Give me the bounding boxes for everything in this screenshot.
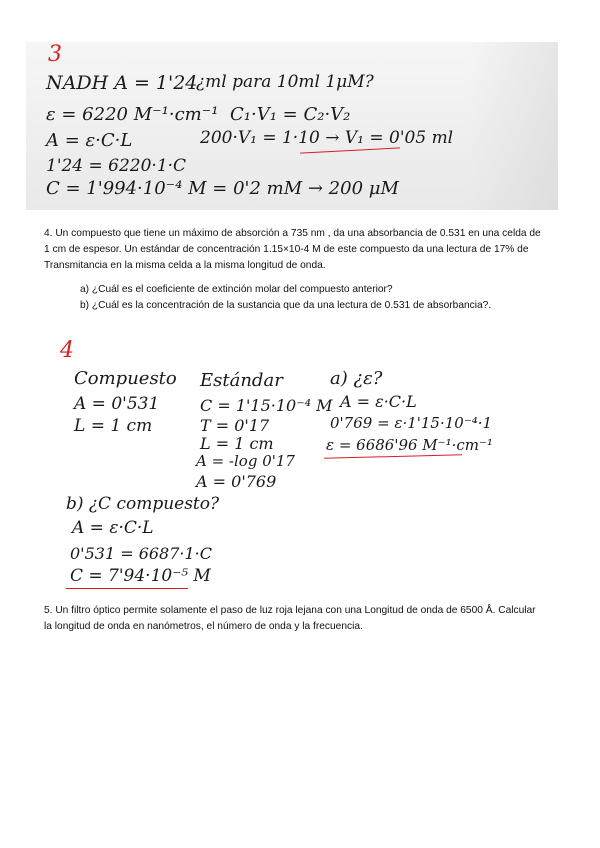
hw-line-question-ml: ¿ml para 10ml 1μM? bbox=[196, 72, 374, 92]
problem-4-statement: 4. Un compuesto que tiene un máximo de absorción a 735 nm , da una absorbancia de 0.531 en una celda de 1 cm de espesor. Un estándar de concentración 1.15×10-4 M de este compuesto da una lectura de 17% de Transmitancia en la misma celda a la misma longitud de onda. bbox=[44, 228, 541, 271]
hw-compuesto-length: L = 1 cm bbox=[74, 416, 153, 436]
problem-5-statement: 5. Un filtro óptico permite solamente el paso de luz roja lejana con una Longitud de onda de 6500 Å. Calcular la longitud de onda en nanómetros, el número de onda y la frecuencia. bbox=[44, 605, 536, 632]
hw-line-substitution: 1'24 = 6220·1·C bbox=[46, 156, 187, 176]
hw-estandar-title: Estándar bbox=[200, 370, 283, 391]
hw-line-epsilon: ε = 6220 M⁻¹·cm⁻¹ bbox=[46, 104, 219, 125]
hw-compuesto-title: Compuesto bbox=[74, 368, 177, 389]
hw-estandar-conc: C = 1'15·10⁻⁴ M bbox=[200, 396, 333, 415]
hw-part-b-law: A = ε·C·L bbox=[72, 518, 154, 538]
hw-estandar-log: A = -log 0'17 bbox=[196, 452, 295, 470]
hw-estandar-trans: T = 0'17 bbox=[200, 416, 270, 435]
hw-line-nadh: NADH A = 1'24 bbox=[46, 72, 198, 94]
hw-compuesto-abs: A = 0'531 bbox=[74, 394, 160, 414]
hw-part-a-title: a) ¿ε? bbox=[330, 368, 383, 389]
hw-line-beer-law: A = ε·C·L bbox=[46, 130, 133, 151]
handwritten-number-4: 4 bbox=[60, 338, 74, 363]
handwritten-number-3: 3 bbox=[48, 42, 62, 67]
hw-part-b-title: b) ¿C compuesto? bbox=[66, 494, 220, 514]
hw-part-b-substitution: 0'531 = 6687·1·C bbox=[70, 544, 213, 563]
hw-line-v1-result: 200·V₁ = 1·10 → V₁ = 0'05 ml bbox=[200, 128, 454, 148]
hw-part-a-law: A = ε·C·L bbox=[340, 392, 417, 411]
problem-4-question-a: a) ¿Cuál es el coeficiente de extinción molar del compuesto anterior? bbox=[80, 284, 393, 295]
hw-part-a-result: ε = 6686'96 M⁻¹·cm⁻¹ bbox=[326, 436, 493, 454]
problem-4-question-b: b) ¿Cuál es la concentración de la sustancia que da una lectura de 0.531 de absorbancia?. bbox=[80, 300, 492, 311]
hw-line-c1v1: C₁·V₁ = C₂·V₂ bbox=[230, 104, 351, 125]
hw-part-a-substitution: 0'769 = ε·1'15·10⁻⁴·1 bbox=[330, 414, 493, 432]
hw-estandar-abs: A = 0'769 bbox=[196, 472, 277, 491]
hw-estandar-length: L = 1 cm bbox=[200, 434, 274, 453]
hw-part-b-result: C = 7'94·10⁻⁵ M bbox=[70, 566, 211, 586]
red-underline-epsilon bbox=[324, 454, 462, 459]
hw-line-concentration: C = 1'994·10⁻⁴ M = 0'2 mM → 200 μM bbox=[46, 178, 399, 199]
red-underline-concentration bbox=[66, 588, 188, 589]
